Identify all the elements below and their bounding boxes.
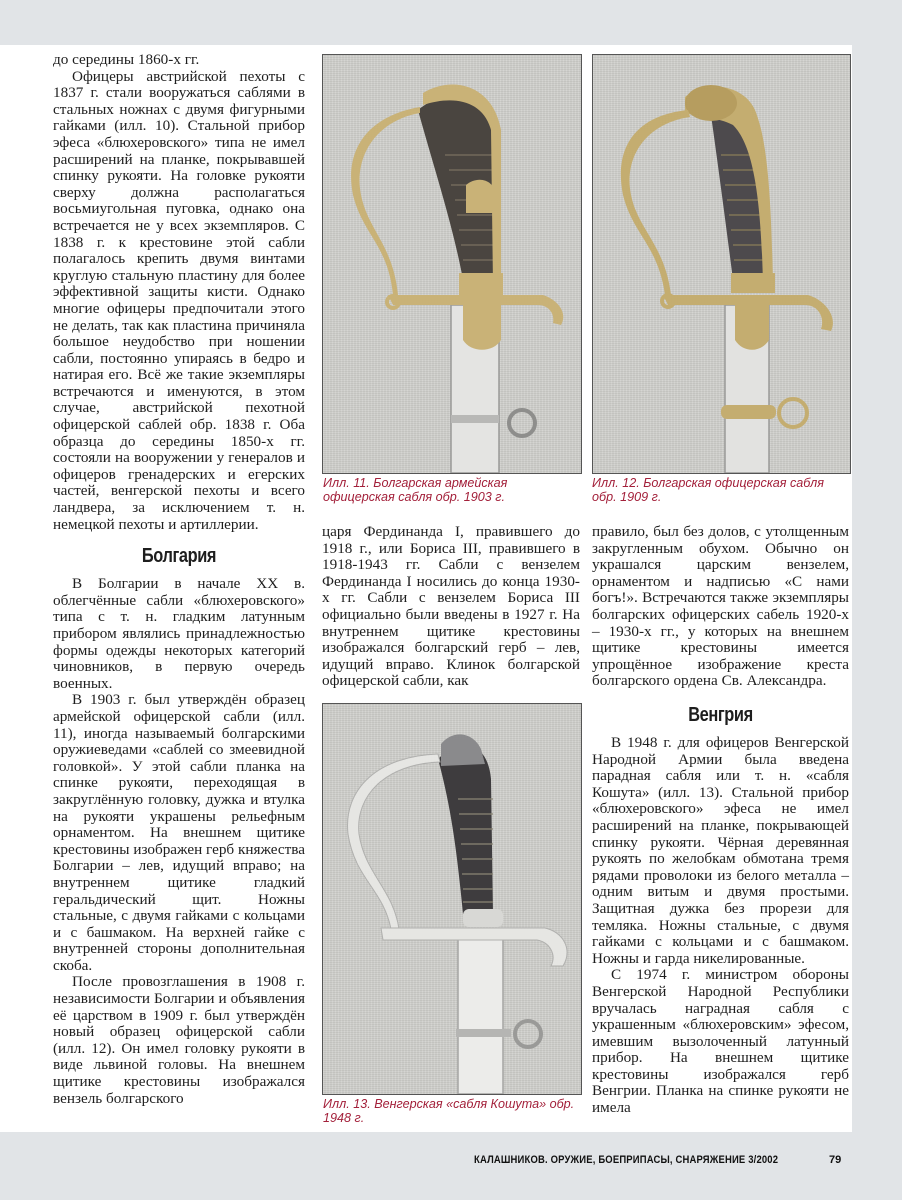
paragraph: правило, был без долов, с утолщенным закругленным обухом. Обычно он украшался царским вензелем, орнаментом и надписью «С нами богъ!». Встречаются также экземпляры болгарских офицерских сабель 1920-х – 1930-х гг., у которых на внешнем щитике крестовины имеется упрощённое изображение креста болгарского ордена Св. Александра. bbox=[592, 523, 849, 690]
journal-title: КАЛАШНИКОВ. ОРУЖИЕ, БОЕПРИПАСЫ, СНАРЯЖЕНИЕ 3/2002 bbox=[474, 1154, 779, 1166]
illustration-12-photo bbox=[592, 54, 851, 474]
paragraph: царя Фердинанда I, правившего до 1918 г., или Бориса III, правившего в 1918-1943 гг. Сабли с вензелем Фердинанда I носились до конца 1930-х гг. Сабли с вензелем Бориса III официально были введены в 1927 г. На внутреннем щитике крестовины изображался болгарский герб – лев, идущий вправо. Клинок болгарской офицерской сабли, как bbox=[322, 523, 580, 690]
saber-1909-image bbox=[593, 55, 850, 473]
text-column-2 bbox=[322, 524, 580, 690]
kossuth-saber-image bbox=[323, 704, 581, 1094]
illustration-12-caption: Илл. 12. Болгарская офицерская сабля обр. 1909 г. bbox=[592, 476, 824, 504]
illustration-13-photo bbox=[322, 703, 582, 1095]
paragraph: до середины 1860-х гг. bbox=[53, 51, 200, 68]
saber-1903-image bbox=[323, 55, 581, 473]
paragraph: После провозглашения в 1908 г. независимости Болгарии и объявления её царством в 1909 г. был утверждён новый образец офицерской сабли (илл. 12). Он имел головку рукояти в виде львиной головы. На внешнем щитике крестовины изображался вензель болгарского bbox=[53, 973, 305, 1107]
paragraph: В 1903 г. был утверждён образец армейской офицерской сабли (илл. 11), иногда называемый болгарскими оружиеведами «саблей со змеевидной головкой». У этой сабли планка на спинке рукояти, переходящая в закруглённую головку, дужка и втулка на рукояти украшены рельефным орнаментом. На внешнем щитике крестовины изображен герб княжества Болгарии – лев, идущий вправо; на внутреннем щитике гладкий геральдический щит. Ножны стальные, с двумя гайками с кольцами и с башмаком. На верхней гайке с внутренней стороны дополнительная скоба. bbox=[53, 691, 305, 974]
paragraph: В Болгарии в начале XX в. облегчённые сабли «блюхеровского» типа с т. н. гладким латунным прибором являлись принадлежностью формы одежды некоторых категорий чиновников, в первую очередь военных. bbox=[53, 575, 305, 692]
section-heading-bulgaria: Болгария bbox=[141, 545, 217, 568]
text-column-1 bbox=[53, 52, 305, 1107]
paragraph: В 1948 г. для офицеров Венгерской Народной Армии была введена парадная сабля или т. н. «сабля Кошута» (илл. 13). Стальной прибор «блюхеровского» эфеса не имел расширений на планке, покрывающей спинку рукояти. Чёрная деревянная рукоять по желобкам обмотана тремя рядами проволоки из белого металла – одним витым и двумя простыми. Защитная дужка без прорези для темляка. Ножны стальные, с двумя гайками с кольцами и с башмаком. Ножны и гарда никелированные. bbox=[592, 734, 849, 967]
illustration-11-photo bbox=[322, 54, 582, 474]
illustration-11-caption: Илл. 11. Болгарская армейская офицерская сабля обр. 1903 г. bbox=[323, 476, 508, 504]
paragraph: Офицеры австрийской пехоты с 1837 г. стали вооружаться саблями в стальных ножнах с двумя фигурными гайками (илл. 10). Стальной прибор эфеса «блюхеровского» типа не имел расширений на планке, покрывавшей спинку рукояти. На головке рукояти сверху должна располагаться восьмиугольная пуговка, однако она встречается не у всех экземпляров. С 1838 г. к крестовине этой сабли полагалось крепить двумя винтами круглую стальную пластину для более эффективной защиты кисти. Однако многие офицеры предпочитали этого не делать, так как пластина причиняла большое неудобство при ношении сабли, постоянно упираясь в бедро и натирая его. Всё же такие экземпляры встречаются и именуются, в этом случае, австрийской пехотной офицерской саблей обр. 1838 г. Оба образца до середины 1850-х гг. состояли на вооружении у генералов и офицеров гренадерских и егерских частей, венгерской пехоты и всего ландвера, за исключением т. н. немецкой пехоты и артиллерии. bbox=[53, 67, 305, 533]
section-heading-hungary: Венгрия bbox=[688, 704, 753, 726]
magazine-page bbox=[0, 45, 852, 1132]
paragraph: С 1974 г. министром обороны Венгерской Народной Республики вручалась наградная сабля с украшенным «блюхеровским» эфесом, имевшим вызолоченный латунный прибор. На внешнем щитике крестовины изображался герб Венгрии. Планка на спинке рукояти не имела bbox=[592, 966, 849, 1117]
illustration-13-caption: Илл. 13. Венгерская «сабля Кошута» обр. 1948 г. bbox=[323, 1097, 575, 1125]
text-column-3 bbox=[592, 524, 849, 690]
text-column-3-hungary bbox=[592, 702, 849, 1117]
page-number: 79 bbox=[829, 1154, 842, 1166]
